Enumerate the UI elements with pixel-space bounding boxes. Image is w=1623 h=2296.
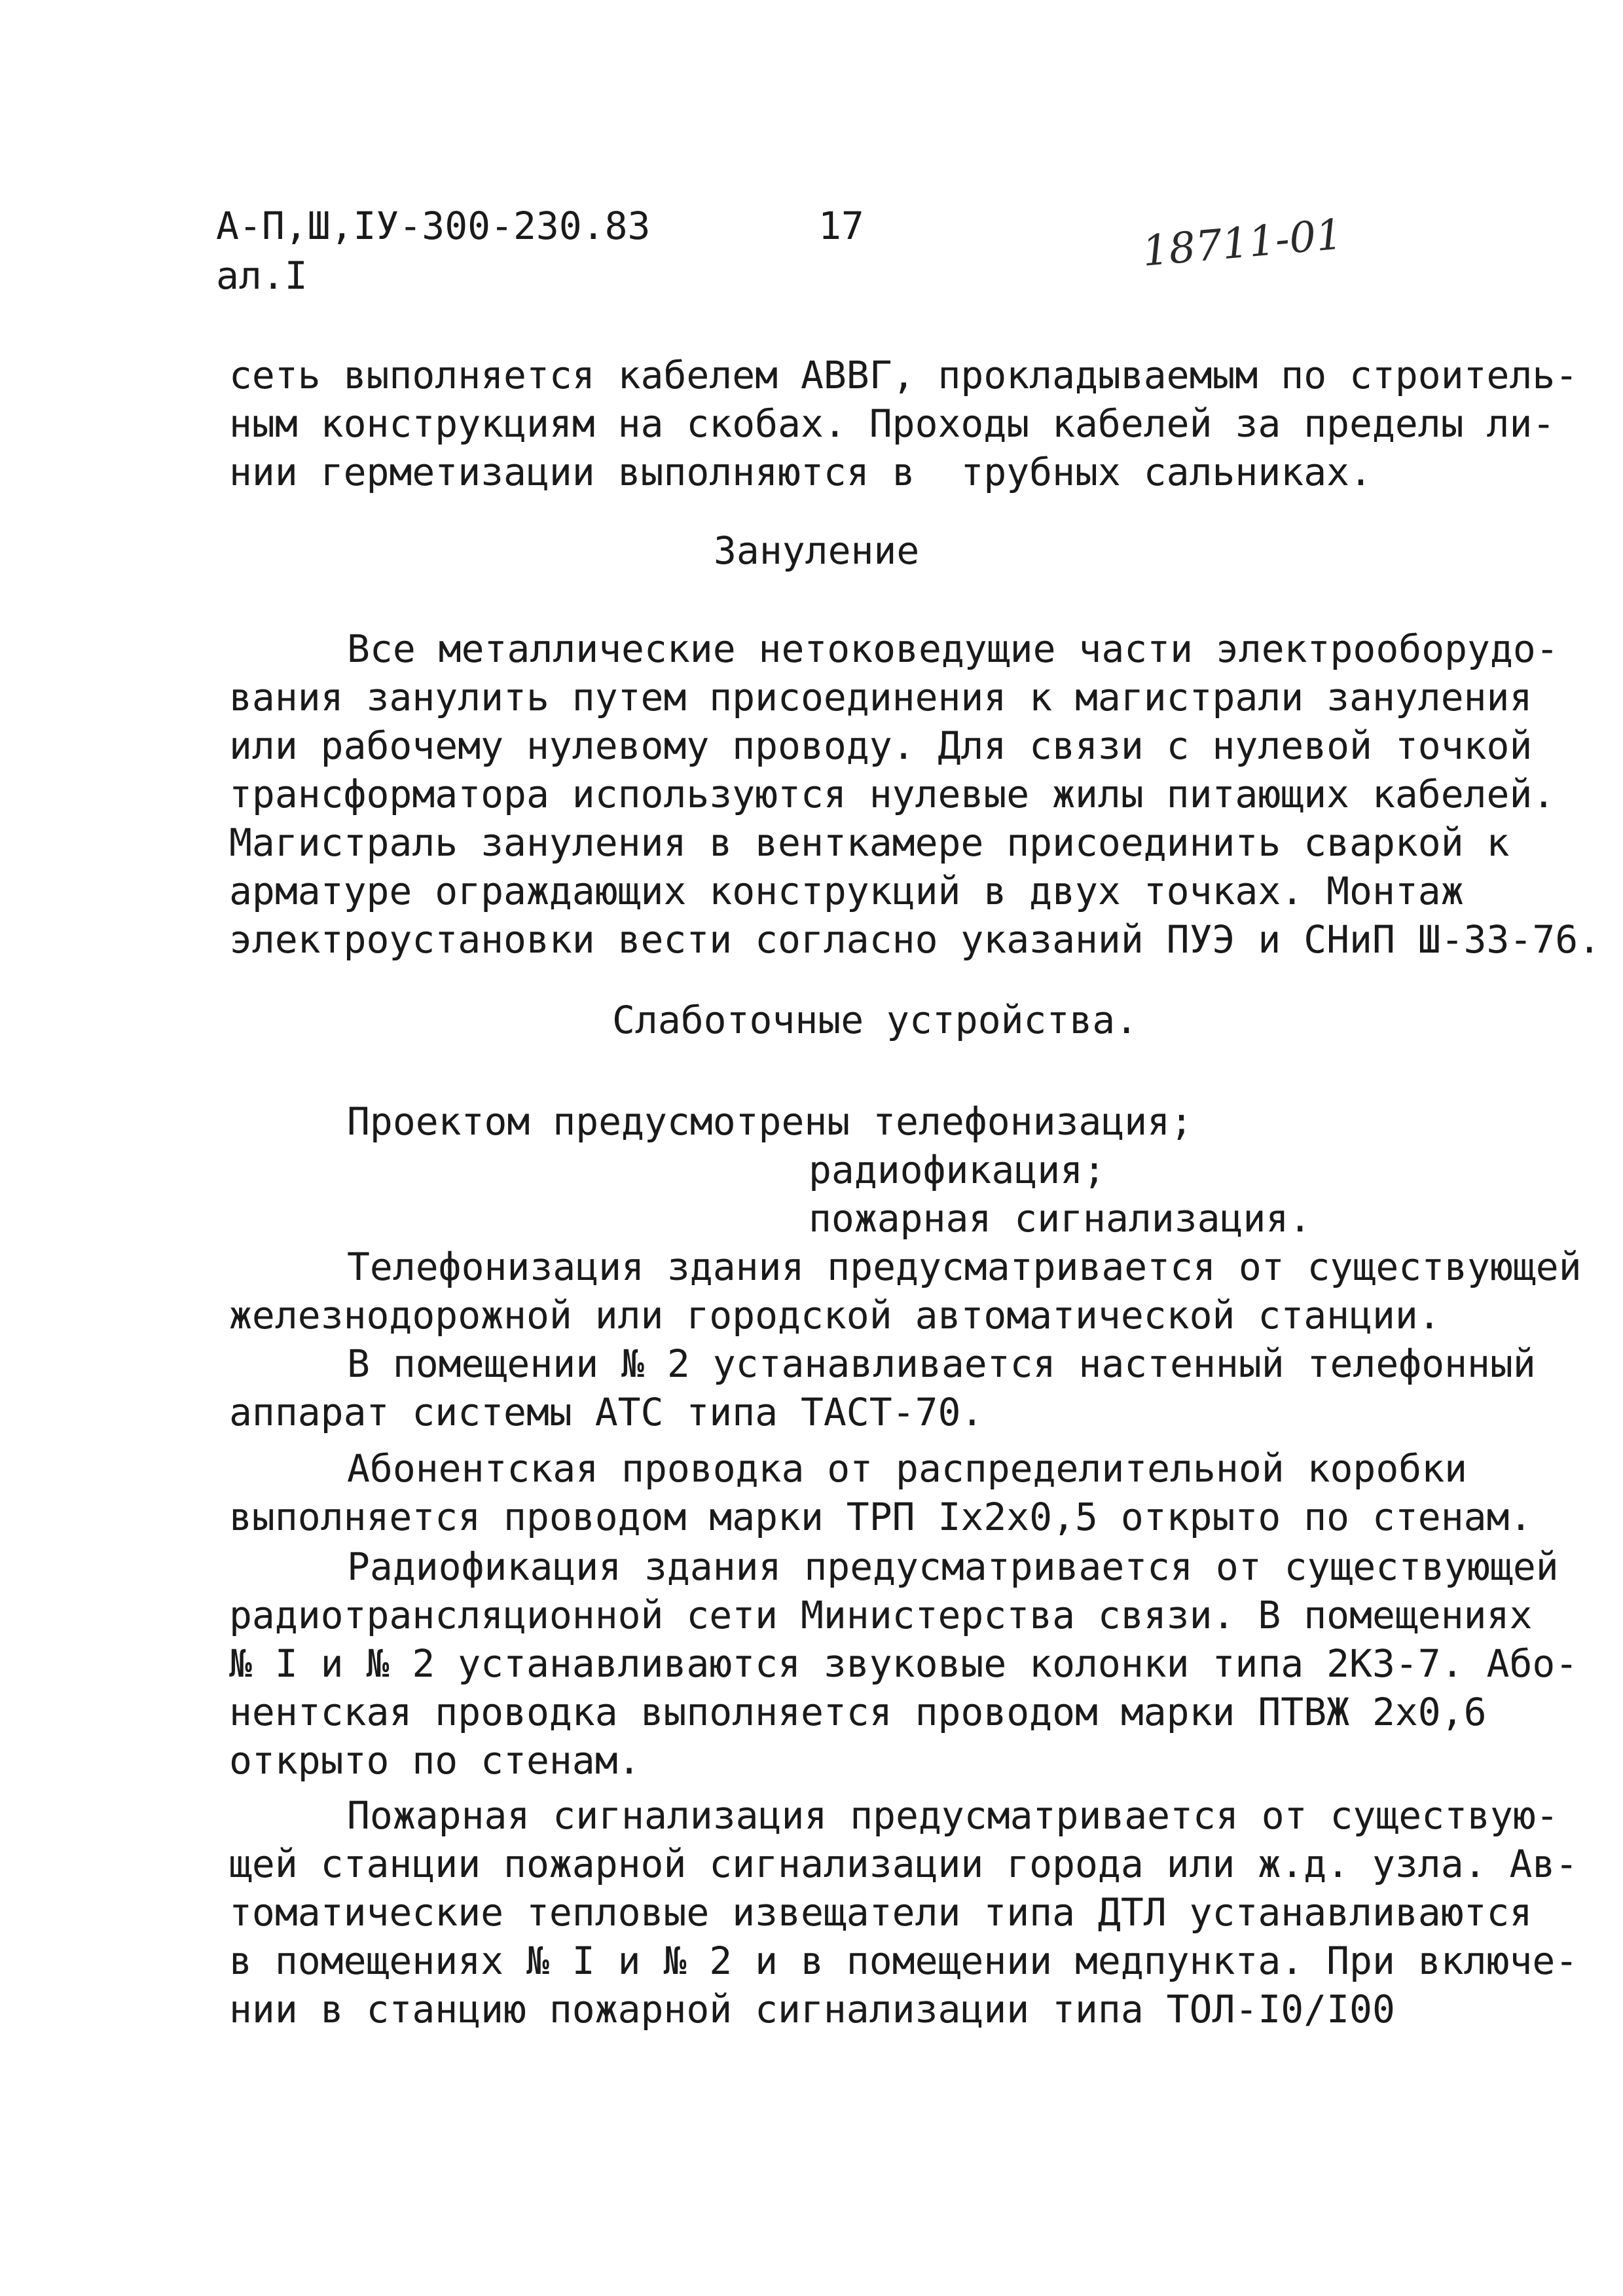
intro-line: нии герметизации выполняются в трубных сальниках. <box>229 450 1372 494</box>
body-line: аппарат системы АТС типа ТАСТ-70. <box>229 1390 984 1434</box>
intro-line: ным конструкциям на скобах. Проходы кабелей за пределы ли- <box>229 401 1556 446</box>
body-line: радиотрансляционной сети Министерства связи. В помещениях <box>229 1593 1533 1637</box>
body-line: нентская проводка выполняется проводом марки ПТВЖ 2х0,6 <box>229 1690 1487 1734</box>
provisions-item: радиофикация; <box>809 1148 1106 1192</box>
section-heading-grounding: Зануление <box>714 528 920 573</box>
body-line: Телефонизация здания предусматривается от существующей <box>347 1245 1582 1289</box>
provisions-line: Проектом предусмотрены телефонизация; <box>347 1099 1194 1144</box>
body-line: открыто по стенам. <box>229 1738 641 1783</box>
body-line: щей станции пожарной сигнализации города или ж.д. узла. Ав- <box>229 1842 1578 1886</box>
handwritten-inventory-number: 18711-01 <box>1140 210 1345 276</box>
sheet-label: ал.I <box>216 253 308 298</box>
document-code: А-П,Ш,IУ-300-230.83 <box>216 204 651 248</box>
body-line: № I и № 2 устанавливаются звуковые колонки типа 2КЗ-7. Або- <box>229 1641 1578 1686</box>
grounding-line: вания занулить путем присоединения к магистрали зануления <box>229 675 1533 720</box>
body-line: Пожарная сигнализация предусматривается от существую- <box>347 1793 1559 1838</box>
page-number: 17 <box>818 204 864 248</box>
grounding-line: Все металлические нетоковедущие части электрооборудо- <box>347 627 1559 671</box>
grounding-line: электроустановки вести согласно указаний ПУЭ и СНиП Ш-33-76. <box>229 917 1601 962</box>
body-line: в помещениях № I и № 2 и в помещении медпункта. При включе- <box>229 1939 1578 1983</box>
grounding-line: арматуре ограждающих конструкций в двух точках. Монтаж <box>229 869 1464 913</box>
body-line: В помещении № 2 устанавливается настенный телефонный <box>347 1341 1536 1386</box>
intro-line: сеть выполняется кабелем АВВГ, прокладываемым по строитель- <box>229 353 1578 397</box>
grounding-line: или рабочему нулевому проводу. Для связи с нулевой точкой <box>229 723 1533 768</box>
body-line: томатические тепловые извещатели типа ДТЛ устанавливаются <box>229 1890 1533 1935</box>
grounding-line: трансформатора используются нулевые жилы питающих кабелей. <box>229 772 1556 816</box>
body-line: Радиофикация здания предусматривается от существующей <box>347 1544 1559 1589</box>
grounding-line: Магистраль зануления в венткамере присоединить сваркой к <box>229 820 1510 865</box>
body-line: выполняется проводом марки ТРП Iх2х0,5 открыто по стенам. <box>229 1495 1533 1539</box>
body-line: Абонентская проводка от распределительной коробки <box>347 1446 1468 1491</box>
body-line: нии в станцию пожарной сигнализации типа ТОЛ-I0/I00 <box>229 1987 1395 2032</box>
section-heading-low-current: Слаботочные устройства. <box>612 998 1139 1042</box>
provisions-item: пожарная сигнализация. <box>809 1196 1312 1241</box>
body-line: железнодорожной или городской автоматической станции. <box>229 1293 1441 1338</box>
